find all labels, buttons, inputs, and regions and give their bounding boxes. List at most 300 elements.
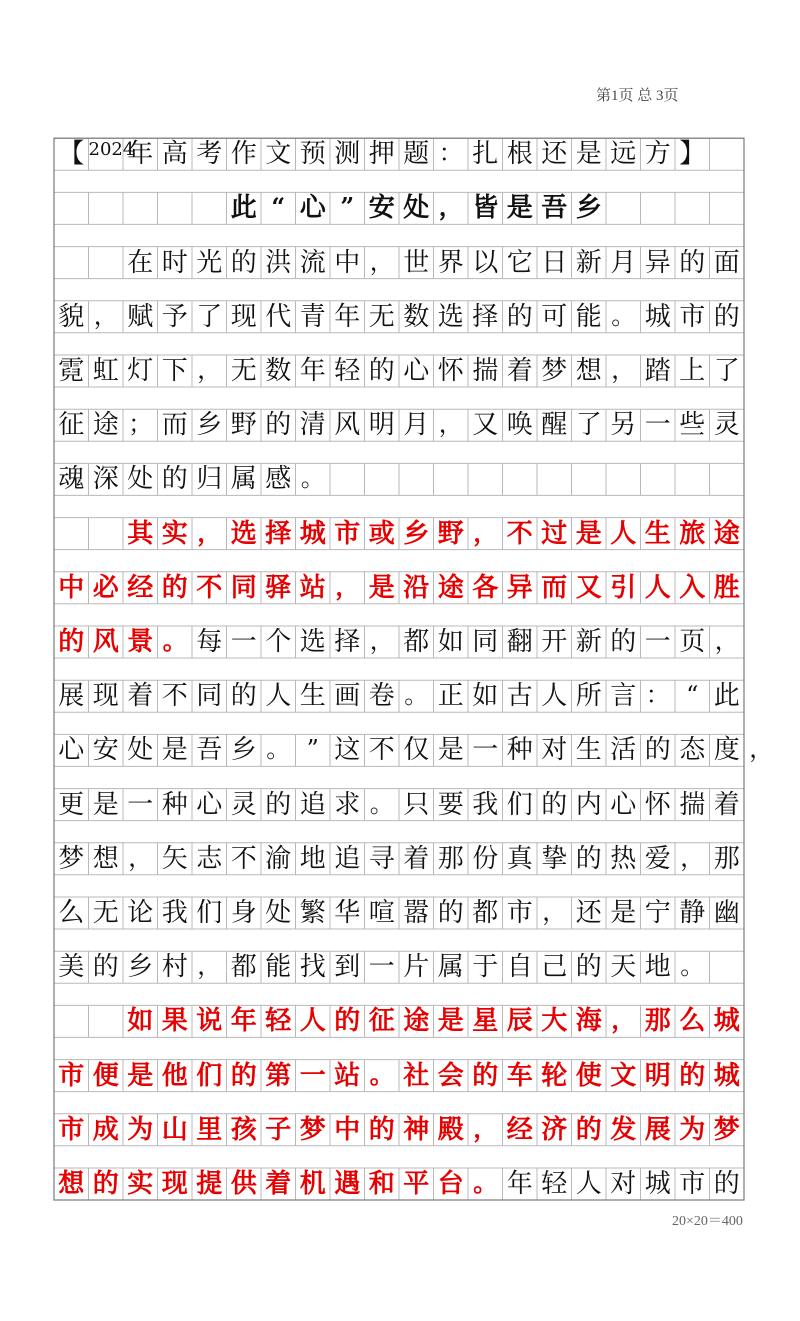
- grid-char: 醒: [541, 410, 568, 441]
- grid-char: 另: [610, 410, 637, 441]
- grid-char: 2024: [88, 139, 135, 161]
- grid-char: 实: [127, 1169, 154, 1199]
- grid-char: 世: [403, 247, 430, 278]
- grid-char: 风: [334, 410, 361, 441]
- grid-char: 灵: [713, 410, 740, 441]
- grid-char: 可: [541, 301, 568, 332]
- grid-char: ”: [340, 192, 355, 222]
- grid-char: 乡: [403, 518, 430, 549]
- grid-char: 野: [230, 410, 257, 441]
- grid-char: 一: [368, 952, 395, 983]
- grid-char: 文: [265, 139, 292, 170]
- grid-char: ；: [128, 410, 153, 439]
- grid-char: 们: [506, 789, 533, 820]
- grid-char: 为: [127, 1114, 154, 1145]
- grid-char: 远: [610, 139, 637, 170]
- grid-char: 必: [92, 572, 119, 603]
- grid-char: 是: [368, 572, 395, 603]
- grid-char: 年: [230, 1006, 257, 1037]
- grid-char: 辰: [506, 1006, 533, 1037]
- grid-char: 根: [506, 139, 533, 170]
- grid-char: 市: [58, 1114, 85, 1145]
- grid-char: ，: [197, 517, 222, 547]
- grid-char: 入: [679, 572, 706, 603]
- grid-char: 济: [541, 1114, 568, 1145]
- grid-char: 静: [679, 898, 706, 928]
- grid-char: 市: [506, 898, 533, 928]
- grid-char: 城: [299, 518, 326, 549]
- grid-char: 还: [575, 898, 602, 928]
- grid-char: 中: [334, 247, 361, 278]
- grid-char: 寻: [368, 843, 395, 874]
- grid-char: 能: [265, 952, 292, 983]
- grid-char: 的: [713, 1169, 740, 1199]
- grid-char: 揣: [679, 789, 706, 820]
- grid-char: 的: [506, 301, 533, 332]
- grid-char: 。: [300, 464, 325, 493]
- grid-char: 处: [127, 464, 154, 495]
- grid-char: 明: [368, 410, 395, 441]
- grid-char: 怀: [644, 789, 671, 820]
- grid-char: 人: [575, 1169, 602, 1199]
- grid-char: 的: [437, 898, 464, 928]
- page-number: 第1页 总 3页: [596, 88, 679, 104]
- grid-char: 山: [161, 1114, 188, 1145]
- grid-char: 流: [299, 247, 326, 278]
- grid-char: 选: [437, 301, 464, 332]
- grid-char: 。: [680, 952, 705, 981]
- grid-char: 么: [679, 1006, 706, 1037]
- grid-char: 年: [127, 139, 154, 170]
- grid-char: 只: [403, 789, 430, 820]
- grid-char: 界: [437, 247, 464, 278]
- grid-char: 心: [196, 789, 223, 820]
- grid-char: 不: [161, 681, 188, 712]
- grid-char: ：: [438, 139, 463, 168]
- grid-char: 子: [265, 1114, 292, 1145]
- grid-char: 代: [265, 301, 292, 332]
- grid-char: ，: [197, 356, 222, 384]
- grid-char: 又: [575, 572, 602, 603]
- grid-char: 高: [161, 139, 188, 170]
- grid-char: 而: [161, 410, 188, 441]
- grid-char: 。: [473, 1168, 498, 1197]
- grid-char: 对: [541, 735, 568, 766]
- grid-char: 开: [541, 627, 568, 657]
- grid-char: 归: [196, 464, 223, 495]
- grid-char: 年: [299, 356, 326, 386]
- grid-char: 不: [506, 518, 533, 549]
- grid-char: 各: [472, 572, 499, 603]
- grid-char: 都: [472, 898, 499, 928]
- grid-char: ，: [335, 571, 360, 601]
- grid-char: 现: [161, 1169, 188, 1199]
- grid-char: ，: [473, 517, 498, 547]
- grid-char: 的: [230, 681, 257, 712]
- grid-char: 驿: [265, 572, 292, 603]
- grid-char: 美: [58, 952, 85, 983]
- grid-char: 心: [58, 735, 85, 766]
- grid-char: 种: [506, 735, 533, 766]
- grid-char: 提: [196, 1169, 223, 1199]
- grid-char: 上: [679, 356, 706, 386]
- grid-char: 处: [127, 735, 154, 766]
- grid-char: 都: [230, 952, 257, 983]
- grid-char: 城: [713, 1006, 740, 1037]
- grid-char: 一: [472, 735, 499, 766]
- grid-char: 天: [610, 952, 637, 983]
- grid-char: 的: [230, 247, 257, 278]
- grid-char: 感: [265, 464, 292, 495]
- grid-char: 以: [472, 247, 499, 278]
- grid-char: 不: [368, 735, 395, 766]
- grid-char: 。: [369, 1059, 394, 1089]
- grid-char: 乡: [196, 410, 223, 441]
- grid-char: 内: [575, 789, 602, 820]
- grid-char: 都: [403, 627, 430, 657]
- grid-char: 神: [403, 1114, 430, 1145]
- grid-char: 翻: [506, 627, 533, 657]
- grid-char: 的: [230, 1060, 257, 1091]
- grid-char: 是: [92, 789, 119, 820]
- grid-char: 它: [506, 247, 533, 278]
- grid-char: 又: [472, 410, 499, 441]
- grid-char: ，: [197, 952, 222, 981]
- grid-char: 新: [575, 247, 602, 278]
- grid-char: 一: [127, 789, 154, 820]
- grid-char: 途: [713, 518, 740, 549]
- grid-char: 生: [575, 735, 602, 766]
- grid-char: 展: [644, 1114, 671, 1145]
- grid-char: 的: [161, 572, 188, 603]
- grid-char: 考: [196, 139, 223, 170]
- grid-char: 一: [299, 1060, 326, 1091]
- grid-char: 经: [127, 572, 154, 603]
- grid-char: 市: [334, 518, 361, 549]
- grid-char: 我: [161, 898, 188, 928]
- grid-char: 或: [368, 518, 395, 549]
- grid-char: 村: [161, 952, 188, 983]
- grid-char: 追: [334, 843, 361, 874]
- grid-char: 人: [610, 518, 637, 549]
- grid-char: 如: [472, 681, 499, 712]
- grid-char: 些: [679, 410, 706, 441]
- grid-char: 轻: [334, 356, 361, 386]
- grid-char: “: [686, 681, 699, 710]
- grid-char: 求: [334, 789, 361, 820]
- grid-char: 唤: [506, 410, 533, 441]
- grid-char: 论: [127, 898, 154, 928]
- grid-char: 无: [92, 898, 119, 928]
- grid-char: 虹: [92, 356, 119, 386]
- grid-char: 引: [610, 572, 637, 603]
- grid-char: 要: [437, 789, 464, 820]
- grid-char: 所: [575, 681, 602, 712]
- grid-char: 经: [506, 1114, 533, 1145]
- grid-char: 城: [644, 301, 671, 332]
- grid-char: 到: [334, 952, 361, 983]
- grid-char: 使: [575, 1060, 602, 1091]
- grid-char: 星: [472, 1006, 499, 1037]
- grid-char: 的: [575, 1114, 602, 1145]
- grid-char: 的: [265, 789, 292, 820]
- grid-char: 下: [161, 356, 188, 386]
- grid-char: 片: [403, 952, 430, 983]
- grid-char: 活: [610, 735, 637, 766]
- grid-char: ，: [438, 192, 463, 222]
- grid-char: 处: [403, 193, 430, 224]
- grid-char: 己: [541, 952, 568, 983]
- grid-char: 嚣: [403, 898, 430, 928]
- grid-char: ，: [680, 843, 705, 872]
- grid-char: 展: [58, 681, 85, 712]
- grid-char: 台: [437, 1169, 464, 1199]
- grid-char: 海: [575, 1006, 602, 1037]
- grid-char: 那: [644, 1006, 671, 1037]
- grid-char: 度: [713, 735, 740, 766]
- grid-char: 青: [299, 301, 326, 332]
- grid-char: 第: [265, 1060, 292, 1091]
- grid-char: 择: [334, 627, 361, 657]
- grid-char: 途: [403, 1006, 430, 1037]
- grid-char: 中: [334, 1114, 361, 1145]
- grid-char: 找: [299, 952, 326, 983]
- grid-char: 【: [58, 139, 85, 170]
- grid-char: 想: [92, 843, 119, 874]
- grid-char: 的: [575, 952, 602, 983]
- grid-char: ，: [714, 627, 739, 655]
- grid-char: 择: [472, 301, 499, 332]
- grid-char: 是: [127, 1060, 154, 1091]
- grid-char: 供: [230, 1169, 257, 1199]
- grid-char: 城: [644, 1169, 671, 1199]
- grid-char: 押: [368, 139, 395, 170]
- grid-char: 真: [506, 843, 533, 874]
- grid-char: 平: [403, 1169, 430, 1199]
- grid-char: 的: [472, 1060, 499, 1091]
- grid-char: 态: [679, 735, 706, 766]
- grid-char: ，: [369, 247, 394, 276]
- grid-char: 能: [575, 301, 602, 332]
- grid-char: 异: [644, 247, 671, 278]
- grid-char: 着: [506, 356, 533, 386]
- grid-char: 份: [472, 843, 499, 874]
- grid-char: 此: [713, 681, 740, 712]
- grid-char: 的: [713, 301, 740, 332]
- grid-char: 着: [265, 1169, 292, 1199]
- grid-char: 的: [161, 464, 188, 495]
- grid-char: 的: [265, 410, 292, 441]
- grid-char: 灵: [230, 789, 257, 820]
- grid-char: 日: [541, 247, 568, 278]
- grid-char: 深: [92, 464, 119, 495]
- grid-char: 而: [541, 572, 568, 603]
- grid-char: 轻: [541, 1169, 568, 1199]
- grid-char: 的: [92, 952, 119, 983]
- grid-char: 遇: [334, 1169, 361, 1199]
- grid-char: 年: [506, 1169, 533, 1199]
- grid-char: 野: [437, 518, 464, 549]
- grid-char: 处: [265, 898, 292, 928]
- grid-char: 同: [230, 572, 257, 603]
- grid-char: 途: [437, 572, 464, 603]
- grid-char: 着: [127, 681, 154, 712]
- grid-char: 发: [610, 1114, 637, 1145]
- grid-char: 他: [161, 1060, 188, 1091]
- grid-char: ：: [645, 681, 670, 710]
- grid-char: 言: [610, 681, 637, 712]
- grid-char: 会: [437, 1060, 464, 1091]
- grid-char: ，: [93, 301, 118, 330]
- grid-char: 。: [369, 789, 394, 818]
- grid-char: 梦: [299, 1114, 326, 1145]
- grid-char: 不: [230, 843, 257, 874]
- grid-char: 于: [472, 952, 499, 983]
- grid-char: 其: [127, 518, 154, 549]
- grid-char: 皆: [472, 193, 499, 224]
- grid-char: 的: [58, 627, 85, 657]
- grid-char: 着: [403, 843, 430, 874]
- grid-char: 无: [368, 301, 395, 332]
- grid-char: 光: [196, 247, 223, 278]
- grid-char: 魂: [58, 464, 85, 495]
- grid-char: 成: [92, 1114, 119, 1145]
- grid-char: ，: [369, 627, 394, 655]
- grid-char: 是: [437, 735, 464, 766]
- grid-char: 现: [92, 681, 119, 712]
- grid-char: ，: [542, 898, 567, 926]
- grid-char: 不: [196, 572, 223, 603]
- grid-char: 想: [58, 1169, 85, 1199]
- grid-char: 赋: [127, 301, 154, 332]
- grid-char: 了: [713, 356, 740, 386]
- grid-char: 数: [265, 356, 292, 386]
- grid-char: 车: [506, 1060, 533, 1091]
- grid-char: 现: [230, 301, 257, 332]
- grid-char: 无: [230, 356, 257, 386]
- grid-char: 热: [610, 843, 637, 874]
- grid-char: 予: [161, 301, 188, 332]
- grid-count-footer: 20×20＝400: [672, 1214, 743, 1229]
- grid-char: 月: [610, 247, 637, 278]
- grid-char: 古: [506, 681, 533, 712]
- grid-char: 。: [266, 735, 291, 764]
- grid-char: 一: [230, 627, 257, 657]
- grid-char: 吾: [196, 735, 223, 766]
- grid-char: 时: [161, 247, 188, 278]
- grid-char: 数: [403, 301, 430, 332]
- grid-char: 测: [334, 139, 361, 170]
- grid-char: 面: [713, 247, 740, 278]
- grid-char: 便: [92, 1060, 119, 1091]
- grid-char: 安: [368, 193, 395, 224]
- grid-char: 挚: [541, 843, 568, 874]
- grid-char: 属: [437, 952, 464, 983]
- grid-char: 市: [679, 1169, 706, 1199]
- grid-char: 更: [58, 789, 85, 820]
- grid-char: 景: [127, 627, 154, 657]
- grid-char: ”: [306, 735, 319, 764]
- grid-char: 人: [265, 681, 292, 712]
- grid-char: ，: [128, 843, 153, 872]
- grid-char: 每: [196, 627, 223, 657]
- grid-char: 预: [299, 139, 326, 170]
- grid-char: 是: [437, 1006, 464, 1037]
- grid-char: 个: [265, 627, 292, 657]
- grid-char: 身: [230, 898, 257, 928]
- grid-char: 殿: [437, 1114, 464, 1145]
- grid-char: 市: [679, 301, 706, 332]
- grid-char: 灯: [127, 356, 154, 386]
- grid-char: 那: [437, 843, 464, 874]
- grid-char: 的: [679, 1060, 706, 1091]
- grid-char: 同: [196, 681, 223, 712]
- grid-char: 如: [437, 627, 464, 657]
- grid-char: 人: [541, 681, 568, 712]
- grid-char: 在: [127, 247, 154, 278]
- grid-char: 年: [334, 301, 361, 332]
- grid-char: 安: [92, 735, 119, 766]
- grid-char: 。: [611, 301, 636, 330]
- grid-char: 霓: [58, 356, 85, 386]
- grid-char: “: [271, 192, 286, 222]
- grid-char: ，: [438, 410, 463, 439]
- grid-char: 月: [403, 410, 430, 441]
- grid-char: 生: [644, 518, 671, 549]
- grid-char: 梦: [541, 356, 568, 386]
- grid-char: 扎: [472, 139, 499, 170]
- grid-char: 】: [679, 139, 706, 170]
- grid-char: 新: [575, 627, 602, 657]
- grid-char: 幽: [713, 898, 740, 928]
- grid-char: 果: [161, 1006, 188, 1037]
- grid-char: 华: [334, 898, 361, 928]
- grid-char: 市: [58, 1060, 85, 1091]
- grid-char: 的: [644, 735, 671, 766]
- grid-char: 胜: [713, 572, 740, 603]
- grid-char: 题: [403, 139, 430, 170]
- grid-char: 还: [541, 139, 568, 170]
- grid-char: 画: [334, 681, 361, 712]
- grid-char: 乡: [575, 193, 602, 224]
- grid-char: 征: [368, 1006, 395, 1037]
- grid-char: 怀: [437, 356, 464, 386]
- grid-char: 地: [644, 952, 671, 983]
- grid-char: 踏: [644, 356, 671, 386]
- grid-char: 站: [299, 572, 326, 603]
- grid-char: 页: [679, 627, 706, 657]
- grid-char: 人: [299, 1006, 326, 1037]
- grid-char: 过: [541, 518, 568, 549]
- grid-char: 了: [196, 301, 223, 332]
- grid-char: 地: [299, 843, 326, 874]
- grid-char: 貌: [58, 301, 85, 332]
- grid-char: 沿: [403, 572, 430, 603]
- grid-char: 和: [368, 1169, 395, 1199]
- grid-char: 矢: [161, 843, 188, 874]
- grid-char: 异: [506, 572, 533, 603]
- grid-char: 选: [230, 518, 257, 549]
- grid-char: 一: [644, 410, 671, 441]
- grid-char: 。: [162, 626, 187, 655]
- grid-char: 洪: [265, 247, 292, 278]
- grid-char: 宁: [644, 898, 671, 928]
- grid-char: 乡: [230, 735, 257, 766]
- grid-char: 途: [92, 410, 119, 441]
- grid-char: 仅: [403, 735, 430, 766]
- grid-char: 此: [230, 193, 257, 224]
- grid-char: 清: [299, 410, 326, 441]
